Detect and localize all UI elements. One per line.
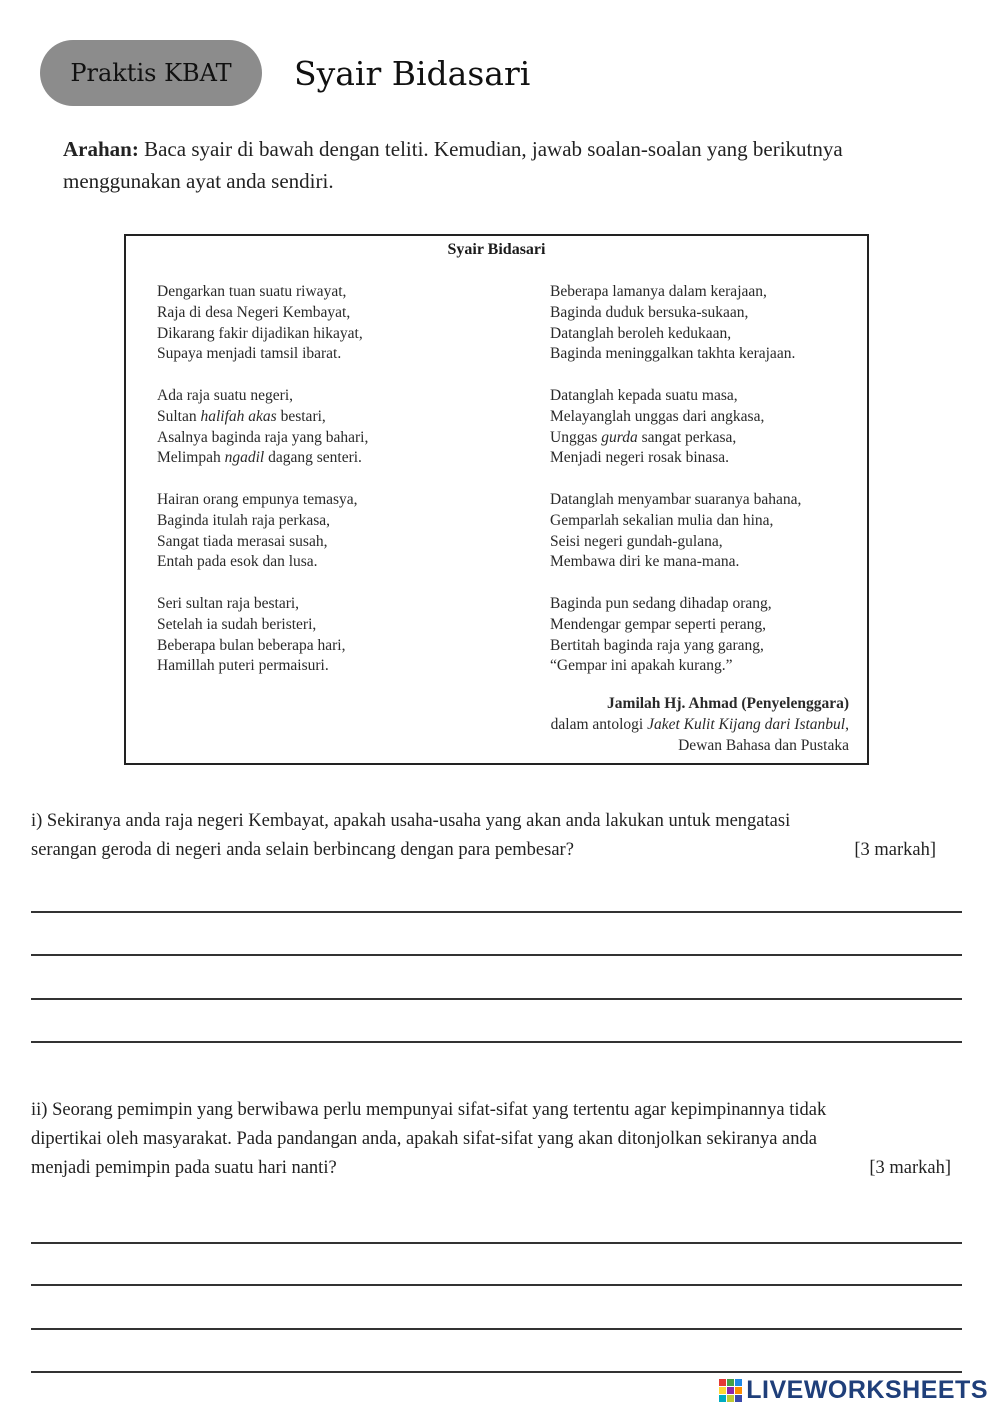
instructions-label: Arahan: (63, 137, 139, 161)
poem-right-column (550, 282, 870, 698)
credit-source (551, 715, 849, 736)
credit-suffix: , (845, 715, 849, 733)
poem-line: Datanglah beroleh kedukaan, (550, 324, 732, 342)
logo-square (735, 1379, 742, 1386)
poem-stanza-right-3 (550, 490, 870, 573)
answer-line-q2-1[interactable] (31, 1242, 962, 1244)
question-2-line-3: menjadi pemimpin pada suatu hari nanti? (31, 1158, 337, 1178)
question-1-line-2: serangan geroda di negeri anda selain berbincang dengan para pembesar? (31, 840, 574, 860)
credit-prefix: dalam antologi (550, 715, 648, 733)
poem-stanza-right-4 (550, 594, 870, 677)
question-2 (31, 1096, 951, 1183)
poem-line: Baginda duduk bersuka-sukaan, (550, 303, 749, 321)
logo-square (719, 1379, 726, 1386)
answer-line-q1-1[interactable] (31, 911, 962, 913)
credit-book: Jaket Kulit Kijang dari Istanbul (647, 715, 846, 733)
poem-line: Setelah ia sudah beristeri, (157, 615, 317, 633)
poem-line: Melayanglah unggas dari angkasa, (550, 407, 765, 425)
question-2-line-2: dipertikai oleh masyarakat. Pada pandangan anda, apakah sifat-sifat yang akan ditonjolkan sekiranya anda (31, 1129, 817, 1149)
poem-line: Entah pada esok dan lusa. (157, 553, 318, 571)
answer-line-q2-3[interactable] (31, 1328, 962, 1330)
credit-publisher: Dewan Bahasa dan Pustaka (678, 736, 849, 754)
poem-left-column (157, 282, 507, 698)
logo-square (727, 1387, 734, 1394)
poem-line: Gemparlah sekalian mulia dan hina, (550, 511, 774, 529)
poem-line: Baginda pun sedang dihadap orang, (550, 594, 772, 612)
question-1-marks: [3 markah] (854, 840, 936, 860)
poem-line: Sangat tiada merasai susah, (157, 532, 328, 550)
logo-square (719, 1387, 726, 1394)
poem-line: Mendengar gempar seperti perang, (550, 615, 767, 633)
question-1-last-line (31, 836, 936, 865)
poem-stanza-left-4 (157, 594, 507, 677)
poem-line: Bertitah baginda raja yang garang, (550, 636, 764, 654)
poem-line: Datanglah kepada suatu masa, (550, 386, 738, 404)
answer-line-q1-3[interactable] (31, 998, 962, 1000)
poem-stanza-left-1 (157, 282, 507, 365)
poem-line: Hamillah puteri permaisuri. (157, 657, 329, 675)
question-1-line-1: i) Sekiranya anda raja negeri Kembayat, apakah usaha-usaha yang akan anda lakukan untuk mengatasi (31, 811, 791, 831)
question-2-line-1: ii) Seorang pemimpin yang berwibawa perlu mempunyai sifat-sifat yang tertentu agar kepimpinannya tidak (31, 1100, 827, 1120)
poem-stanza-right-1 (550, 282, 870, 365)
poem-line: Seisi negeri gundah-gulana, (550, 532, 723, 550)
answer-line-q2-4[interactable] (31, 1371, 962, 1373)
poem-line: Membawa diri ke mana-mana. (550, 553, 740, 571)
instructions (63, 133, 963, 197)
liveworksheets-logo[interactable] (719, 1376, 988, 1405)
poem-credit (551, 694, 849, 756)
poem-line: Unggas gurda sangat perkasa, (550, 428, 737, 446)
poem-line: Baginda meninggalkan takhta kerajaan. (550, 345, 796, 363)
credit-author: Jamilah Hj. Ahmad (Penyelenggara) (607, 695, 849, 712)
poem-box (124, 234, 869, 765)
answer-line-q1-2[interactable] (31, 954, 962, 956)
answer-line-q2-2[interactable] (31, 1284, 962, 1286)
logo-square (735, 1395, 742, 1402)
poem-line: Melimpah ngadil dagang senteri. (157, 449, 362, 467)
poem-line: “Gempar ini apakah kurang.” (550, 657, 733, 675)
poem-line: Raja di desa Negeri Kembayat, (157, 303, 351, 321)
poem-line: Sultan halifah akas bestari, (157, 407, 326, 425)
question-2-last-line (31, 1154, 951, 1183)
praktis-kbat-badge: Praktis KBAT (40, 40, 262, 106)
logo-square (735, 1387, 742, 1394)
question-2-marks: [3 markah] (869, 1158, 951, 1178)
poem-line: Hairan orang empunya temasya, (157, 490, 358, 508)
poem-line: Dikarang fakir dijadikan hikayat, (157, 324, 363, 342)
poem-stanza-left-3 (157, 490, 507, 573)
header (40, 40, 530, 106)
poem-line: Baginda itulah raja perkasa, (157, 511, 331, 529)
poem-line: Beberapa bulan beberapa hari, (157, 636, 346, 654)
logo-square (727, 1379, 734, 1386)
poem-stanza-right-2 (550, 386, 870, 469)
liveworksheets-logo-text: LIVEWORKSHEETS (746, 1376, 988, 1404)
poem-title: Syair Bidasari (447, 241, 546, 258)
instructions-text: Baca syair di bawah dengan teliti. Kemudian, jawab soalan-soalan yang berikutnya menggunakan ayat anda sendiri. (63, 137, 843, 193)
answer-line-q1-4[interactable] (31, 1041, 962, 1043)
question-1 (31, 807, 936, 865)
poem-line: Asalnya baginda raja yang bahari, (157, 428, 369, 446)
poem-line: Menjadi negeri rosak binasa. (550, 449, 730, 467)
liveworksheets-logo-icon (719, 1379, 742, 1402)
poem-line: Beberapa lamanya dalam kerajaan, (550, 283, 767, 300)
poem-line: Ada raja suatu negeri, (157, 386, 293, 404)
poem-line: Dengarkan tuan suatu riwayat, (157, 283, 347, 300)
poem-line: Seri sultan raja bestari, (157, 594, 300, 612)
poem-line: Supaya menjadi tamsil ibarat. (157, 345, 342, 363)
logo-square (727, 1395, 734, 1402)
logo-square (719, 1395, 726, 1402)
page-title: Syair Bidasari (294, 53, 531, 93)
poem-line: Datanglah menyambar suaranya bahana, (550, 490, 802, 508)
poem-stanza-left-2 (157, 386, 507, 469)
